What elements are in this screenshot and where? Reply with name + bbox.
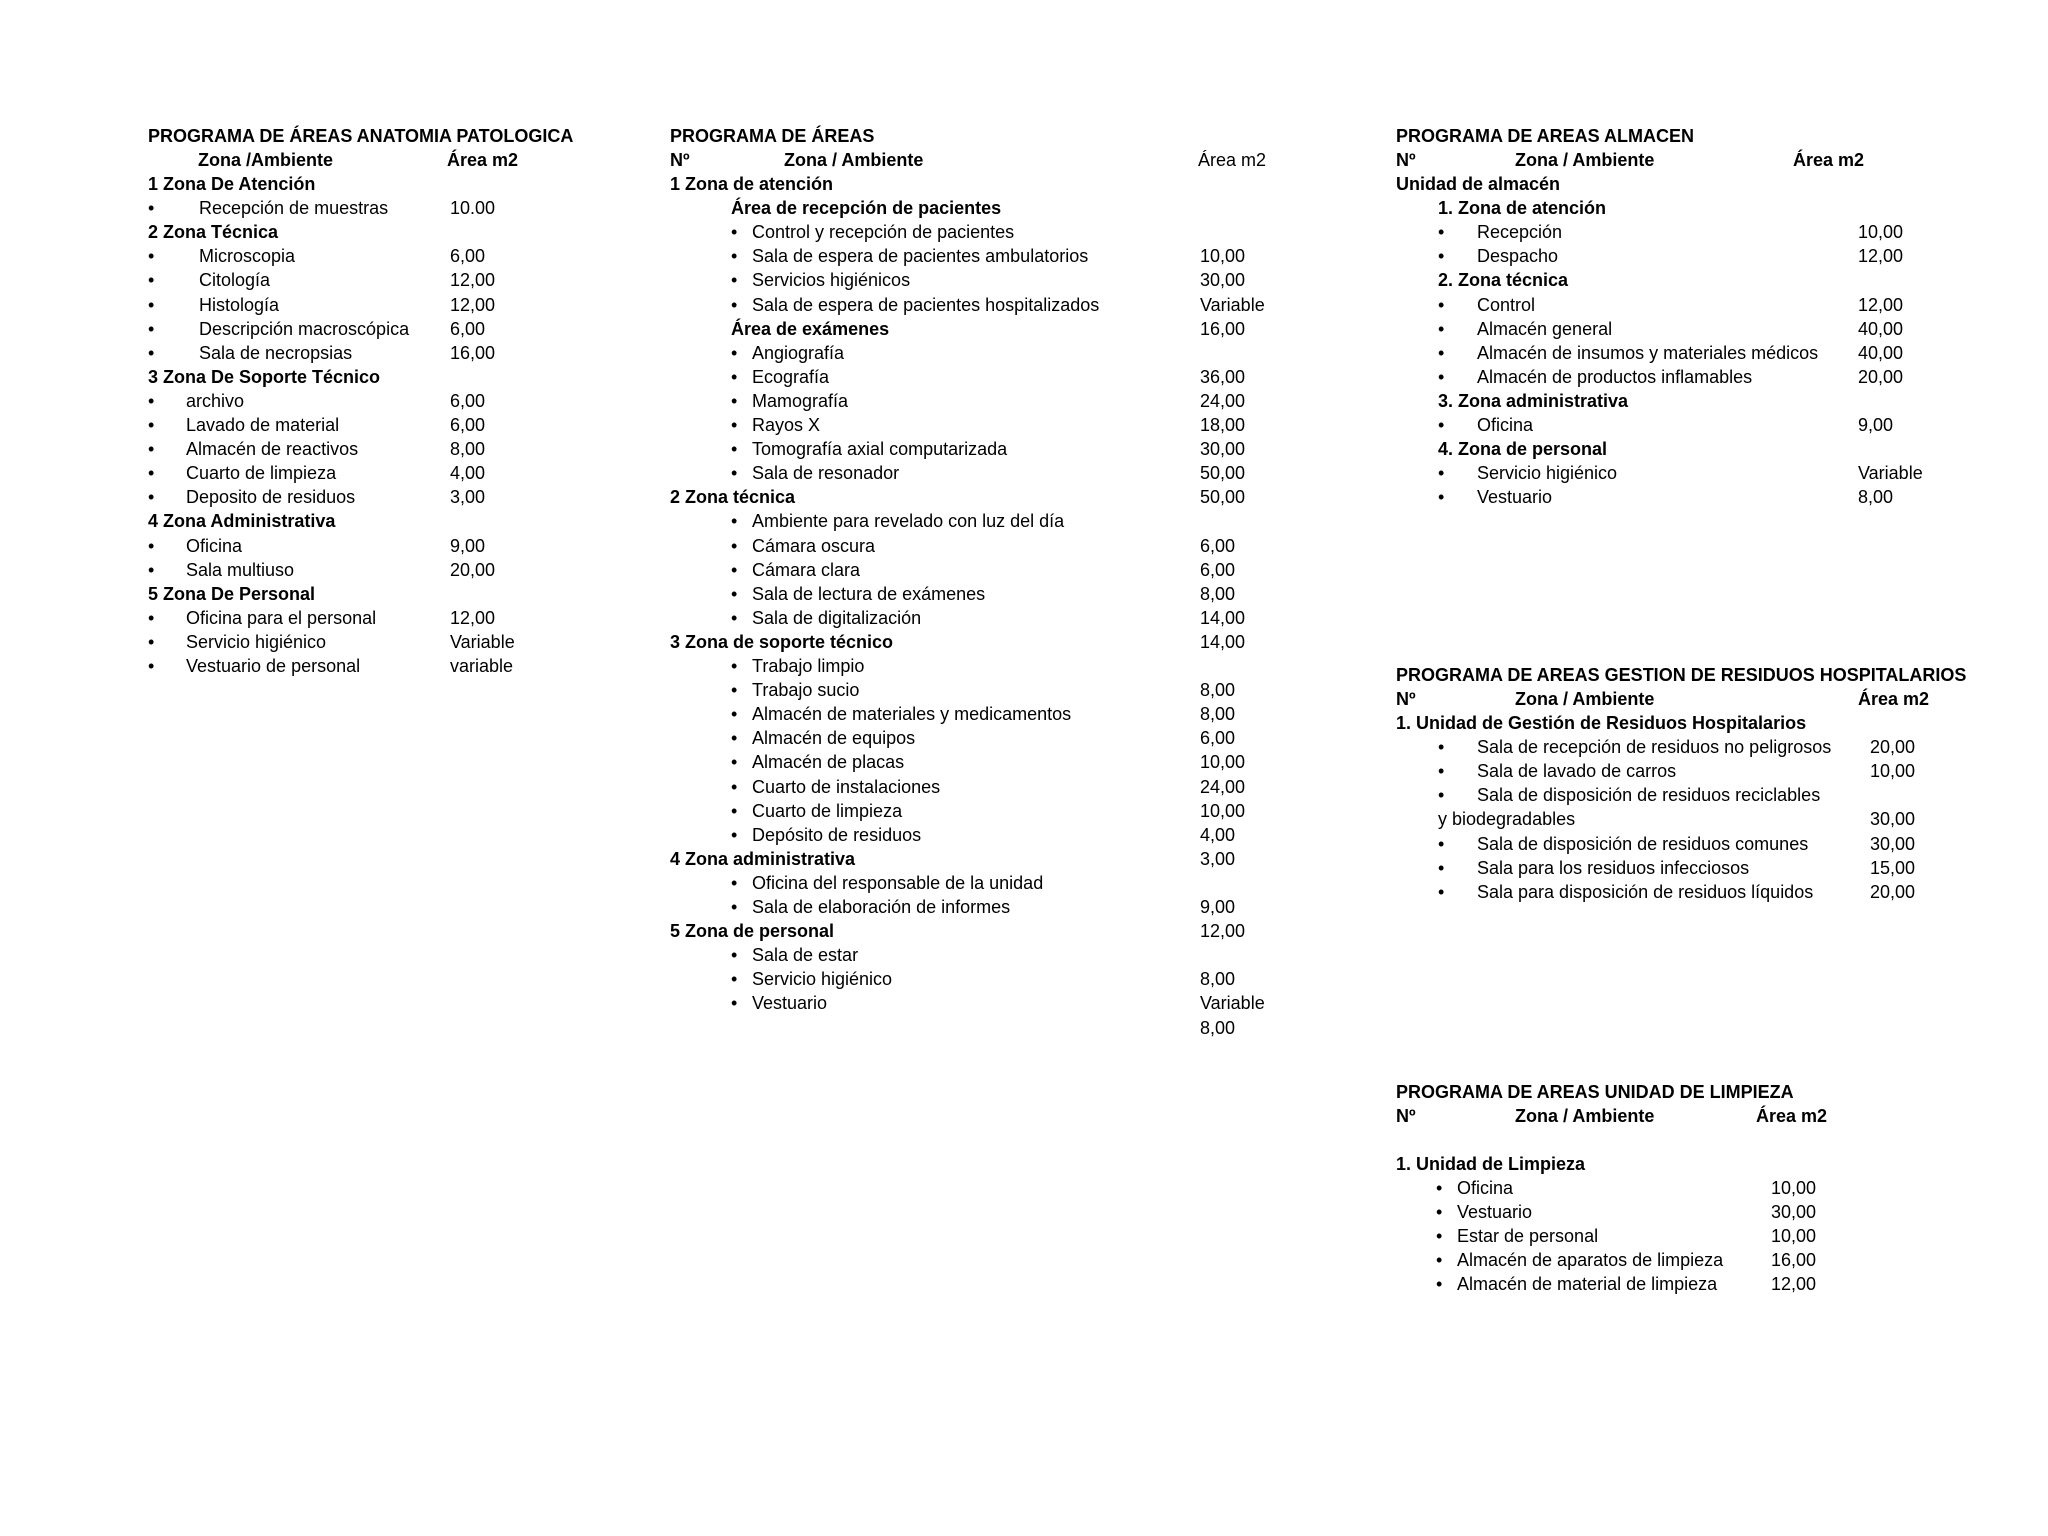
bullet-icon: • [1438, 318, 1445, 339]
bullet-icon: • [1436, 1250, 1443, 1271]
room-label: Sala de necropsias [199, 342, 353, 363]
area-value: 8,00 [1200, 1017, 1236, 1038]
area-value: 12,00 [450, 607, 496, 628]
zone-heading: Unidad de almacén [1396, 174, 1561, 194]
area-value: 12,00 [450, 294, 496, 315]
room-label: Trabajo sucio [752, 680, 860, 701]
room-label: Oficina para el personal [186, 607, 377, 628]
area-value: 6,00 [1200, 728, 1236, 749]
bullet-icon: • [731, 463, 738, 484]
area-value: 30,00 [1200, 270, 1246, 291]
zone-heading: 1 Zona de atención [670, 174, 834, 194]
area-value: 36,00 [1200, 366, 1246, 387]
section-title: PROGRAMA DE AREAS GESTION DE RESIDUOS HOSPITALARIOS [1396, 665, 1967, 685]
room-label: Sala de espera de pacientes ambulatorios [752, 246, 1089, 267]
column-header-area: Área m2 [447, 150, 519, 170]
bullet-icon: • [731, 872, 738, 893]
bullet-icon: • [148, 318, 155, 339]
column-header-area: Área m2 [1756, 1106, 1828, 1126]
room-label: Sala de digitalización [752, 607, 922, 628]
area-value: 15,00 [1870, 857, 1916, 878]
area-value: 16,00 [450, 342, 496, 363]
area-value: 30,00 [1771, 1202, 1817, 1223]
room-label: Sala de lectura de exámenes [752, 583, 986, 604]
area-value: 12,00 [450, 270, 496, 291]
bullet-icon: • [148, 415, 155, 435]
zone-heading: 1 Zona De Atención [148, 174, 316, 194]
area-value: 9,00 [1858, 415, 1894, 435]
room-label: Rayos X [752, 415, 821, 435]
bullet-icon: • [1438, 294, 1445, 315]
bullet-icon: • [731, 969, 738, 990]
bullet-icon: • [148, 487, 155, 508]
bullet-icon: • [731, 728, 738, 749]
bullet-icon: • [148, 270, 155, 291]
area-value: 6,00 [1200, 535, 1236, 556]
area-value: 6,00 [450, 390, 486, 411]
bullet-icon: • [731, 993, 738, 1014]
area-value: 4,00 [1200, 824, 1236, 845]
column-header-zona: Zona / Ambiente [1515, 150, 1655, 170]
area-value: 8,00 [1200, 583, 1236, 604]
zone-heading: 3 Zona de soporte técnico [670, 631, 894, 652]
bullet-icon: • [731, 824, 738, 845]
bullet-icon: • [731, 222, 738, 243]
area-value: 6,00 [450, 415, 486, 435]
area-value: 12,00 [1200, 921, 1246, 942]
section-title: PROGRAMA DE AREAS UNIDAD DE LIMPIEZA [1396, 1082, 1794, 1102]
area-value: Variable [1200, 294, 1265, 315]
bullet-icon: • [1438, 785, 1445, 806]
bullet-icon: • [1438, 857, 1445, 878]
room-label: Sala para disposición de residuos líquidos [1477, 881, 1814, 902]
room-label: Lavado de material [186, 415, 340, 435]
area-value: 10,00 [1200, 246, 1246, 267]
room-label: Almacén de materiales y medicamentos [752, 704, 1072, 725]
section-title: PROGRAMA DE ÁREAS ANATOMIA PATOLOGICA [148, 126, 574, 146]
area-value: 9,00 [450, 535, 486, 556]
bullet-icon: • [731, 246, 738, 267]
room-label: Depósito de residuos [752, 824, 922, 845]
bullet-icon: • [1436, 1226, 1443, 1247]
room-label: Servicios higiénicos [752, 270, 911, 291]
column-header-num: Nº [1396, 150, 1416, 170]
area-value: 24,00 [1200, 390, 1246, 411]
bullet-icon: • [1438, 487, 1445, 508]
room-label-continuation: y biodegradables [1438, 809, 1576, 830]
bullet-icon: • [148, 463, 155, 484]
bullet-icon: • [731, 535, 738, 556]
area-value: 6,00 [450, 318, 486, 339]
bullet-icon: • [731, 800, 738, 821]
area-value: 10,00 [1858, 222, 1904, 243]
bullet-icon: • [731, 607, 738, 628]
room-label: Almacén de placas [752, 752, 905, 773]
area-value: 20,00 [1858, 366, 1904, 387]
bullet-icon: • [1436, 1178, 1443, 1198]
area-value: 10,00 [1771, 1178, 1817, 1198]
room-label: Sala de disposición de residuos reciclables [1477, 785, 1821, 806]
bullet-icon: • [1438, 881, 1445, 902]
area-value: Variable [450, 631, 515, 652]
room-label: Despacho [1477, 246, 1559, 267]
room-label: Oficina [1477, 415, 1534, 435]
bullet-icon: • [731, 366, 738, 387]
bullet-icon: • [148, 656, 155, 676]
area-value: 24,00 [1200, 776, 1246, 797]
area-value: 14,00 [1200, 631, 1246, 652]
room-label: Almacén de equipos [752, 728, 916, 749]
column-header-zona: Zona / Ambiente [784, 150, 924, 170]
area-value: 50,00 [1200, 463, 1246, 484]
area-value: 9,00 [1200, 897, 1236, 917]
area-value: 12,00 [1858, 294, 1904, 315]
bullet-icon: • [148, 294, 155, 315]
bullet-icon: • [731, 656, 738, 676]
bullet-icon: • [731, 583, 738, 604]
room-label: Oficina [186, 535, 243, 556]
room-label: Vestuario [1457, 1202, 1533, 1223]
room-label: Sala de espera de pacientes hospitalizados [752, 294, 1100, 315]
room-label: Servicio higiénico [1477, 463, 1618, 484]
room-label: Descripción macroscópica [199, 318, 410, 339]
room-label: Sala de elaboración de informes [752, 897, 1011, 917]
bullet-icon: • [731, 559, 738, 580]
bullet-icon: • [148, 439, 155, 460]
room-label: Cuarto de limpieza [752, 800, 903, 821]
room-label: Sala de disposición de residuos comunes [1477, 833, 1809, 854]
area-value: 50,00 [1200, 487, 1246, 508]
room-label: Control [1477, 294, 1536, 315]
room-label: Tomografía axial computarizada [752, 439, 1008, 460]
room-label: Cámara oscura [752, 535, 876, 556]
bullet-icon: • [731, 390, 738, 411]
bullet-icon: • [1438, 463, 1445, 484]
area-value: 20,00 [450, 559, 496, 580]
area-value: 30,00 [1200, 439, 1246, 460]
room-label: Angiografía [752, 342, 845, 363]
room-label: Oficina del responsable de la unidad [752, 872, 1044, 893]
area-value: 3,00 [1200, 848, 1236, 869]
column-header-area: Área m2 [1198, 150, 1267, 170]
bullet-icon: • [731, 511, 738, 532]
room-label: Servicio higiénico [186, 631, 327, 652]
area-value: 10,00 [1200, 800, 1246, 821]
section-title: PROGRAMA DE ÁREAS [670, 126, 875, 146]
room-label: Control y recepción de pacientes [752, 222, 1015, 243]
column-header-zona: Zona /Ambiente [198, 150, 334, 170]
room-label: Ecografía [752, 366, 830, 387]
room-label: Sala de resonador [752, 463, 900, 484]
room-label: Cuarto de instalaciones [752, 776, 941, 797]
bullet-icon: • [731, 342, 738, 363]
bullet-icon: • [731, 704, 738, 725]
area-value: 6,00 [450, 246, 486, 267]
area-value: 10.00 [450, 198, 496, 219]
bullet-icon: • [1438, 833, 1445, 854]
room-label: Sala de lavado de carros [1477, 761, 1677, 782]
bullet-icon: • [731, 439, 738, 460]
bullet-icon: • [731, 897, 738, 917]
room-label: Almacén de insumos y materiales médicos [1477, 342, 1819, 363]
room-label: Ambiente para revelado con luz del día [752, 511, 1065, 532]
bullet-icon: • [1436, 1274, 1443, 1295]
bullet-icon: • [731, 680, 738, 701]
area-value: 30,00 [1870, 833, 1916, 854]
room-label: Vestuario de personal [186, 656, 361, 676]
bullet-icon: • [1438, 761, 1445, 782]
room-label: Deposito de residuos [186, 487, 356, 508]
bullet-icon: • [148, 198, 155, 219]
subzone-heading: 1. Zona de atención [1438, 198, 1607, 219]
column-header-num: Nº [670, 150, 690, 170]
area-value: Variable [1200, 993, 1265, 1014]
area-value: 12,00 [1858, 246, 1904, 267]
room-label: Sala para los residuos infecciosos [1477, 857, 1750, 878]
bullet-icon: • [1438, 342, 1445, 363]
zone-heading: 2 Zona Técnica [148, 222, 279, 243]
area-value: 14,00 [1200, 607, 1246, 628]
area-value: 8,00 [1200, 680, 1236, 701]
bullet-icon: • [148, 390, 155, 411]
room-label: Recepción de muestras [199, 198, 389, 219]
bullet-icon: • [731, 415, 738, 435]
column-header-zona: Zona / Ambiente [1515, 1106, 1655, 1126]
area-value: 16,00 [1771, 1250, 1817, 1271]
area-value: 8,00 [450, 439, 486, 460]
bullet-icon: • [731, 270, 738, 291]
area-value: 10,00 [1200, 752, 1246, 773]
area-value: 8,00 [1200, 969, 1236, 990]
bullet-icon: • [1438, 366, 1445, 387]
room-label: Vestuario [1477, 487, 1553, 508]
room-label: Almacén de reactivos [186, 439, 359, 460]
subzone-heading: 4. Zona de personal [1438, 439, 1608, 460]
bullet-icon: • [148, 607, 155, 628]
subzone-heading: 3. Zona administrativa [1438, 390, 1629, 411]
area-value: 8,00 [1200, 704, 1236, 725]
unit-heading: 1. Unidad de Limpieza [1396, 1154, 1586, 1174]
area-value: 20,00 [1870, 737, 1916, 758]
room-label: Almacén de productos inflamables [1477, 366, 1753, 387]
room-label: Vestuario [752, 993, 828, 1014]
section-title: PROGRAMA DE AREAS ALMACEN [1396, 126, 1695, 146]
room-label: Almacén de material de limpieza [1457, 1274, 1718, 1295]
room-label: Mamografía [752, 390, 849, 411]
room-label: Trabajo limpio [752, 656, 865, 676]
bullet-icon: • [731, 752, 738, 773]
room-label: Almacén general [1477, 318, 1613, 339]
subzone-heading: Área de exámenes [731, 318, 890, 339]
room-label: Estar de personal [1457, 1226, 1599, 1247]
bullet-icon: • [1438, 415, 1445, 435]
room-label: Almacén de aparatos de limpieza [1457, 1250, 1724, 1271]
bullet-icon: • [1436, 1202, 1443, 1223]
bullet-icon: • [731, 294, 738, 315]
column-header-num: Nº [1396, 1106, 1416, 1126]
room-label: Servicio higiénico [752, 969, 893, 990]
column-header-zona: Zona / Ambiente [1515, 689, 1655, 709]
bullet-icon: • [1438, 222, 1445, 243]
area-value: 10,00 [1771, 1226, 1817, 1247]
room-label: Sala de recepción de residuos no peligrosos [1477, 737, 1832, 758]
room-label: Sala multiuso [186, 559, 295, 580]
zone-heading: 5 Zona De Personal [148, 583, 316, 604]
column-header-num: Nº [1396, 689, 1416, 709]
room-label: Histología [199, 294, 280, 315]
area-value: 10,00 [1870, 761, 1916, 782]
subzone-heading: Área de recepción de pacientes [731, 198, 1002, 219]
area-value: 8,00 [1858, 487, 1894, 508]
room-label: Cámara clara [752, 559, 861, 580]
area-value: 30,00 [1870, 809, 1916, 830]
area-value: 12,00 [1771, 1274, 1817, 1295]
room-label: Citología [199, 270, 271, 291]
bullet-icon: • [1438, 737, 1445, 758]
area-value: 40,00 [1858, 342, 1904, 363]
room-label: Recepción [1477, 222, 1563, 243]
area-value: 16,00 [1200, 318, 1246, 339]
room-label: archivo [186, 390, 245, 411]
area-value: 4,00 [450, 463, 486, 484]
room-label: Sala de estar [752, 945, 859, 966]
zone-heading: 2 Zona técnica [670, 487, 796, 508]
column-header-area: Área m2 [1793, 150, 1865, 170]
area-value: 3,00 [450, 487, 486, 508]
zone-heading: 4 Zona Administrativa [148, 511, 336, 532]
room-label: Microscopia [199, 246, 296, 267]
area-value: variable [450, 656, 514, 676]
area-value: 6,00 [1200, 559, 1236, 580]
bullet-icon: • [731, 776, 738, 797]
bullet-icon: • [148, 342, 155, 363]
zone-heading: 3 Zona De Soporte Técnico [148, 366, 381, 387]
column-header-area: Área m2 [1858, 689, 1930, 709]
zone-heading: 5 Zona de personal [670, 921, 835, 942]
room-label: Cuarto de limpieza [186, 463, 337, 484]
area-value: 40,00 [1858, 318, 1904, 339]
area-value: Variable [1858, 463, 1923, 484]
room-label: Oficina [1457, 1178, 1514, 1198]
subzone-heading: 2. Zona técnica [1438, 270, 1569, 291]
bullet-icon: • [148, 631, 155, 652]
area-value: 18,00 [1200, 415, 1246, 435]
bullet-icon: • [148, 535, 155, 556]
area-value: 20,00 [1870, 881, 1916, 902]
bullet-icon: • [148, 559, 155, 580]
zone-heading: 1. Unidad de Gestión de Residuos Hospitalarios [1396, 713, 1807, 733]
bullet-icon: • [1438, 246, 1445, 267]
zone-heading: 4 Zona administrativa [670, 848, 856, 869]
bullet-icon: • [148, 246, 155, 267]
bullet-icon: • [731, 945, 738, 966]
